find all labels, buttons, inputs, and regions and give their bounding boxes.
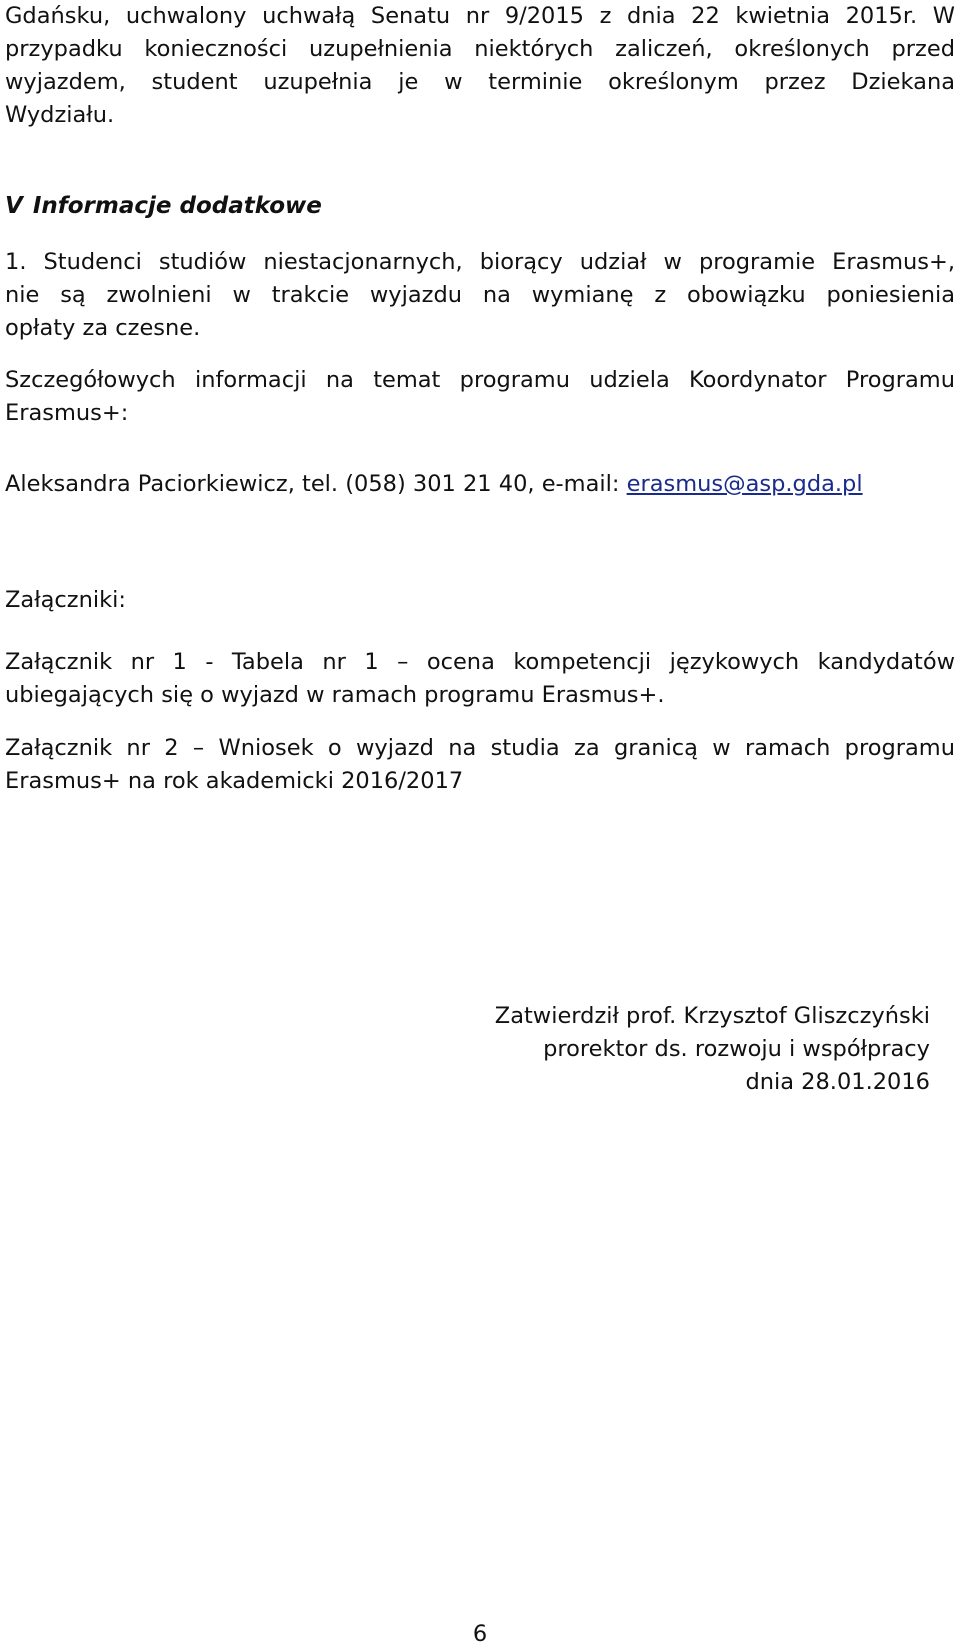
attachments-label-text: Załączniki: <box>5 587 126 613</box>
page-number: 6 <box>472 1621 488 1647</box>
intro-line: Gdańsku, uchwalony uchwałą Senatu nr 9/2015 z dnia 22 kwietnia 2015r. W <box>5 3 955 29</box>
section-title: Informacje dodatkowe <box>32 193 322 219</box>
details-line: Szczegółowych informacji na temat programu udziela Koordynator Programu <box>5 367 955 393</box>
signature-role: prorektor ds. rozwoju i współpracy <box>543 1036 930 1062</box>
point-1-line: nie są zwolnieni w trakcie wyjazdu na wymianę z obowiązku poniesienia <box>5 282 955 308</box>
contact-line <box>5 468 955 501</box>
intro-line: Wydziału. <box>5 102 115 128</box>
details-paragraph <box>5 364 955 430</box>
signature-block <box>495 1000 930 1099</box>
attachments-label <box>5 584 955 617</box>
section-heading <box>5 190 322 223</box>
attachment-1-line: Załącznik nr 1 - Tabela nr 1 – ocena kompetencji językowych kandydatów <box>5 649 955 675</box>
intro-line: przypadku konieczności uzupełnienia niektórych zaliczeń, określonych przed <box>5 36 955 62</box>
section-number: V <box>5 193 23 219</box>
attachment-2-line: Załącznik nr 2 – Wniosek o wyjazd na studia za granicą w ramach programu <box>5 735 955 761</box>
point-1-line: 1. Studenci studiów niestacjonarnych, biorący udział w programie Erasmus+, <box>5 249 955 275</box>
contact-paragraph <box>5 468 955 501</box>
attachment-2 <box>5 732 955 798</box>
email-link[interactable]: erasmus@asp.gda.pl <box>626 471 863 497</box>
contact-text: Aleksandra Paciorkiewicz, tel. (058) 301 21 40, e-mail: <box>5 471 627 497</box>
attachment-1-line: ubiegających się o wyjazd w ramach programu Erasmus+. <box>5 682 665 708</box>
intro-line: wyjazdem, student uzupełnia je w terminie określonym przez Dziekana <box>5 69 955 95</box>
attachment-2-line: Erasmus+ na rok akademicki 2016/2017 <box>5 768 464 794</box>
attachment-1 <box>5 646 955 712</box>
point-1-paragraph <box>5 246 955 345</box>
point-1-line: opłaty za czesne. <box>5 315 201 341</box>
details-line: Erasmus+: <box>5 400 129 426</box>
signature-approved: Zatwierdził prof. Krzysztof Gliszczyński <box>494 1003 930 1029</box>
intro-paragraph <box>5 0 955 132</box>
signature-date: dnia 28.01.2016 <box>745 1069 930 1095</box>
